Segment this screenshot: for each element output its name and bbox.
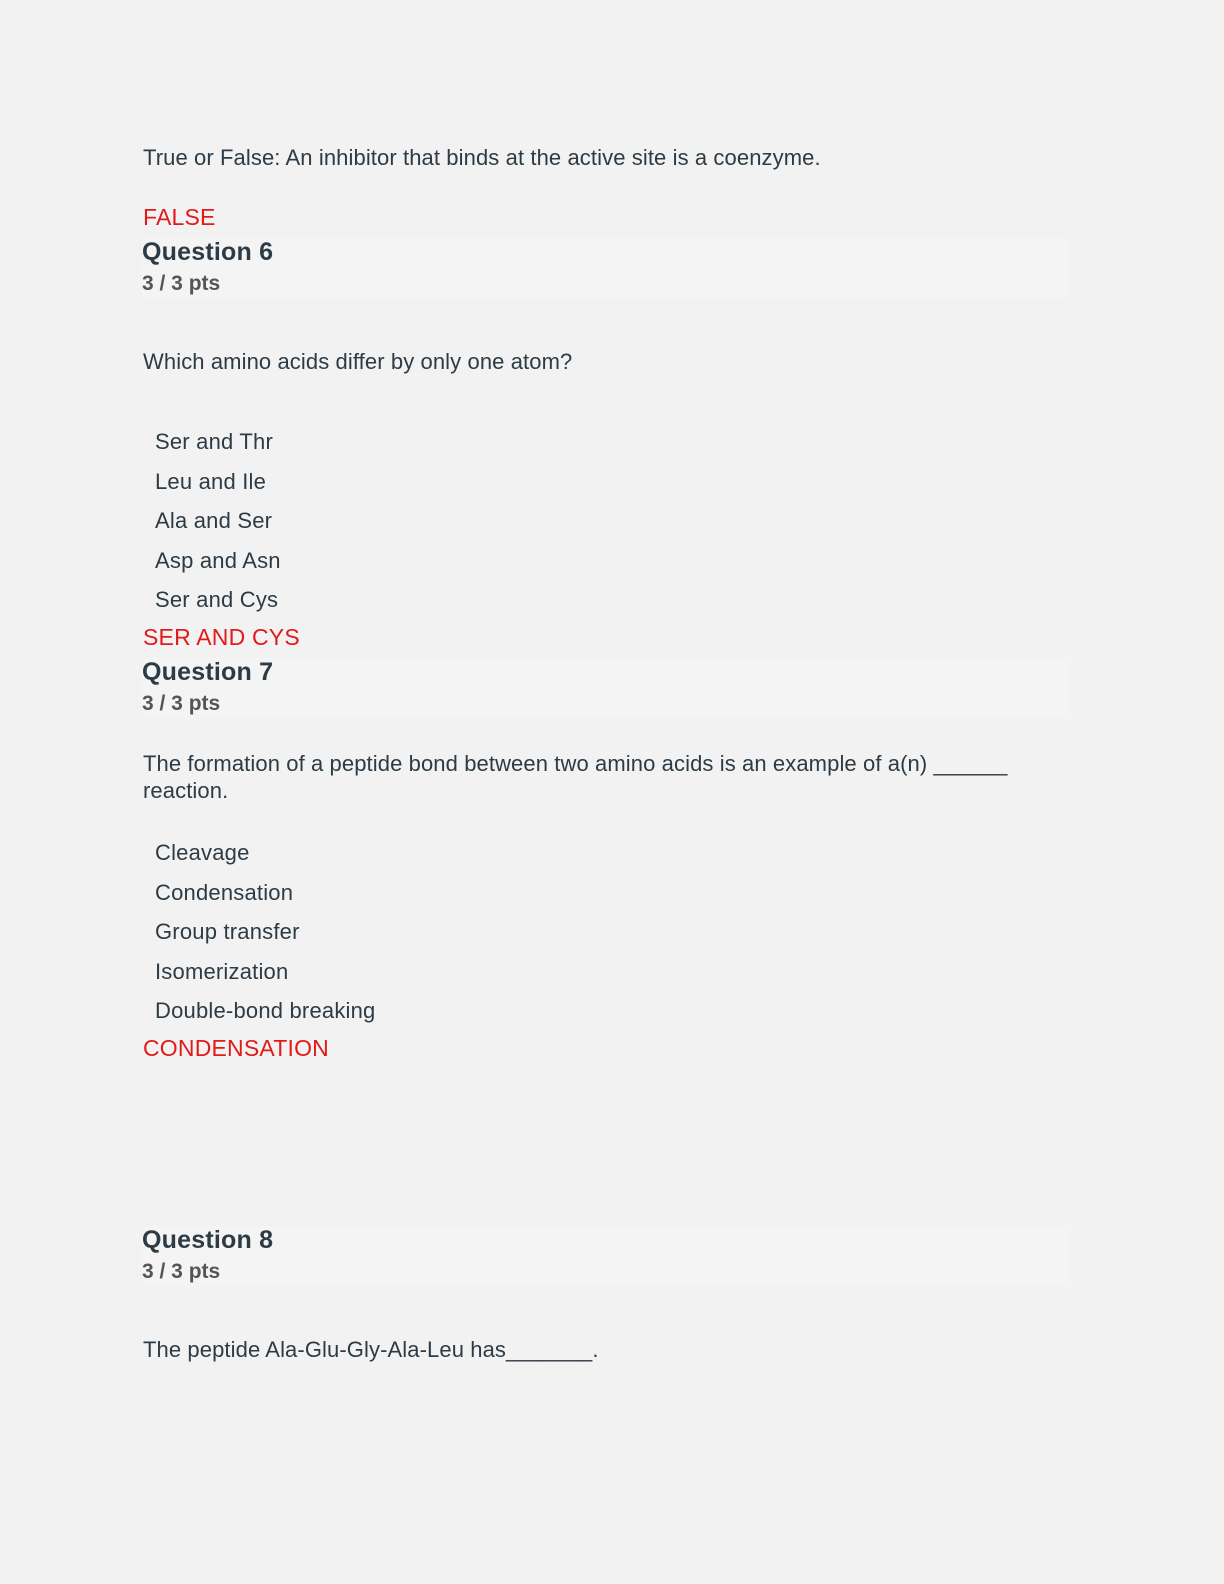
answer-option[interactable]: Group transfer	[155, 919, 300, 944]
question-6-title: Question 6	[142, 238, 274, 266]
answer-option[interactable]: Ala and Ser	[155, 508, 273, 533]
question-7-answer: CONDENSATION	[143, 1035, 329, 1061]
question-8-title: Question 8	[142, 1226, 274, 1254]
question-6-answer: SER AND CYS	[143, 624, 300, 650]
answer-option[interactable]: Asp and Asn	[155, 547, 281, 573]
answer-option[interactable]: Leu and Ile	[155, 468, 267, 494]
answer-option[interactable]: Ser and Cys	[155, 587, 279, 612]
question-6-points: 3 / 3 pts	[142, 272, 221, 295]
question-6-options	[155, 429, 281, 627]
question-6-text: Which amino acids differ by only one atom?	[143, 349, 573, 374]
question-8-text: The peptide Ala-Glu-Gly-Ala-Leu has_______.	[143, 1337, 599, 1362]
question-7-options	[155, 840, 376, 1038]
question-5-answer: FALSE	[143, 204, 216, 230]
question-5-text: True or False: An inhibitor that binds at the active site is a coenzyme.	[143, 145, 821, 170]
question-7-title: Question 7	[142, 658, 274, 686]
question-7-points: 3 / 3 pts	[142, 692, 221, 715]
question-7-header	[142, 658, 1070, 718]
question-7-text-line-2: reaction.	[143, 778, 229, 803]
question-8-points: 3 / 3 pts	[142, 1260, 221, 1283]
answer-option[interactable]: Double-bond breaking	[155, 998, 376, 1023]
answer-option[interactable]: Cleavage	[155, 840, 250, 865]
question-7-text	[143, 750, 1073, 804]
question-8-header	[142, 1226, 1070, 1286]
answer-option[interactable]: Condensation	[155, 879, 294, 905]
answer-option[interactable]: Ser and Thr	[155, 429, 273, 454]
question-7-text-line-1: The formation of a peptide bond between two amino acids is an example of a(n) ______	[143, 751, 1008, 776]
answer-option[interactable]: Isomerization	[155, 958, 289, 984]
question-6-header	[142, 238, 1070, 298]
